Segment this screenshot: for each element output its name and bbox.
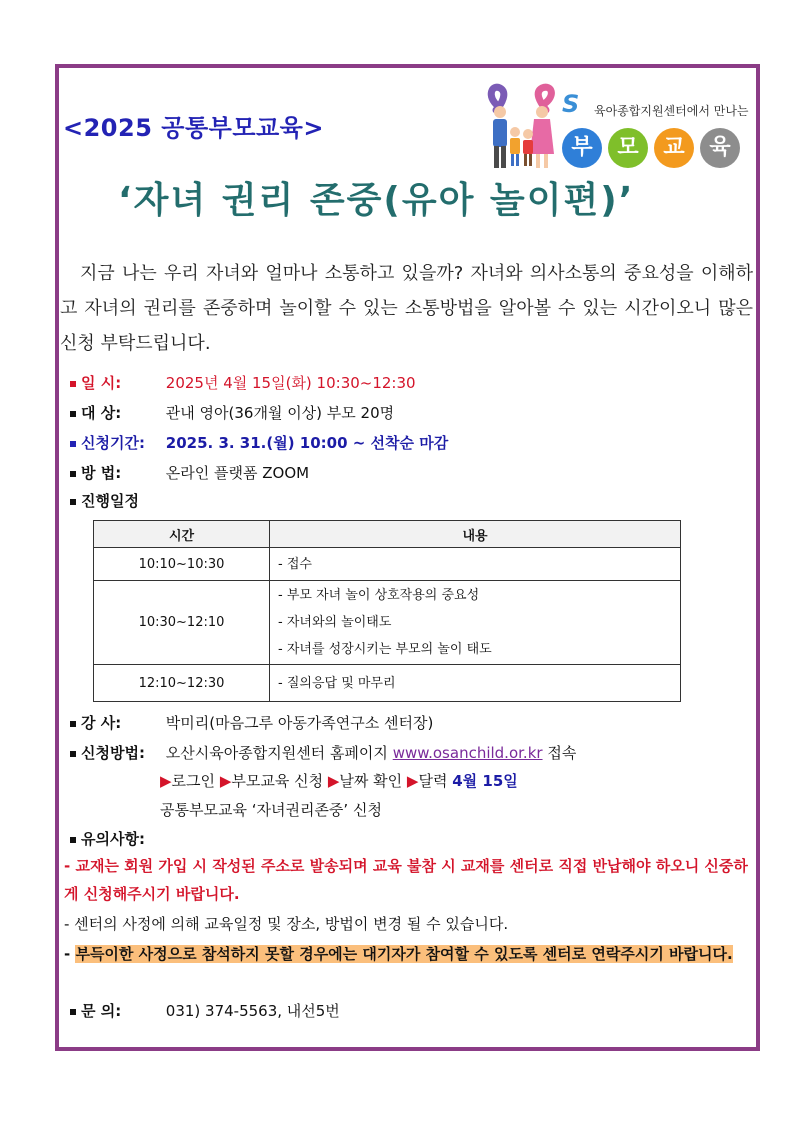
step-date: 4월 15일: [452, 772, 518, 790]
bullet-icon: [70, 411, 76, 417]
table-row: [94, 548, 681, 581]
logo-syllable-3: 교: [654, 128, 694, 168]
step-date-check: 날짜 확인: [339, 772, 403, 790]
apply-label: 신청방법:: [81, 744, 145, 762]
info-contact: [70, 1000, 340, 1021]
bullet-icon: [70, 441, 76, 447]
bullet-icon: [70, 721, 76, 727]
notes-label: 유의사항:: [81, 830, 145, 848]
bullet-icon: [70, 751, 76, 757]
arrow-right-icon: ▶: [219, 772, 232, 790]
date-label: 일 시:: [81, 374, 122, 392]
apply-final-line: 공통부모교육 ‘자녀권리존중’ 신청: [160, 801, 382, 819]
step-login: 로그인: [171, 772, 216, 790]
website-link[interactable]: www.osanchild.or.kr: [392, 744, 543, 762]
table-header-row: [94, 521, 681, 548]
table-cell-time: 12:10~12:30: [94, 665, 270, 702]
step-apply: 부모교육 신청: [231, 772, 324, 790]
logo-syllable-2: 모: [608, 128, 648, 168]
schedule-label: 진행일정: [81, 492, 139, 510]
period-label: 신청기간:: [81, 434, 145, 452]
content-item: - 자녀와의 놀이태도: [278, 615, 392, 630]
apply-steps: [160, 770, 518, 791]
bullet-icon: [70, 837, 76, 843]
note-3-prefix: -: [64, 945, 76, 963]
content-item: - 자녀를 성장시키는 부모의 놀이 태도: [278, 642, 492, 657]
date-value: 2025년 4월 15일(화) 10:30~12:30: [165, 374, 416, 392]
content-item: - 접수: [278, 556, 312, 572]
note-1: - 교재는 회원 가입 시 작성된 주소로 발송되며 교육 불참 시 교재를 센터로 직접 반납해야 하오니 신중하게 신청해주시기 바랍니다.: [64, 857, 748, 903]
method-value: 온라인 플랫폼 ZOOM: [165, 464, 310, 482]
bullet-icon: [70, 471, 76, 477]
contact-label: 문 의:: [81, 1002, 122, 1020]
intro-paragraph: [60, 256, 753, 361]
bullet-icon: [70, 1009, 76, 1015]
note-3: [64, 940, 754, 968]
lecturer-value: 박미리(마음그루 아동가족연구소 센터장): [165, 714, 434, 732]
table-cell-time: 10:30~12:10: [94, 581, 270, 665]
info-method: [70, 462, 309, 483]
apply-text-after: 접속: [547, 744, 577, 762]
arrow-right-icon: ▶: [160, 772, 172, 790]
family-illustration-icon: [482, 82, 562, 174]
page-title: ‘자녀 권리 존중(유아 놀이편)’: [118, 180, 635, 221]
schedule-table: [93, 520, 681, 702]
method-label: 방 법:: [81, 464, 122, 482]
note-3-highlight: 부득이한 사정으로 참석하지 못할 경우에는 대기자가 참여할 수 있도록 센터로 연락주시기 바랍니다.: [75, 945, 733, 963]
logo-caption: 육아종합지원센터에서 만나는: [594, 104, 749, 118]
step-calendar: 달력: [418, 772, 448, 790]
content-item: - 질의응답 및 마무리: [278, 675, 396, 691]
arrow-right-icon: ▶: [406, 772, 419, 790]
content-item: - 부모 자녀 놀이 상호작용의 중요성: [278, 588, 480, 603]
info-notes: [70, 828, 145, 849]
period-value: 2025. 3. 31.(월) 10:00 ~ 선착순 마감: [165, 434, 449, 452]
logo-syllable-4: 육: [700, 128, 740, 168]
bullet-icon: [70, 499, 76, 505]
arrow-right-icon: ▶: [327, 772, 340, 790]
target-label: 대 상:: [81, 404, 122, 422]
info-schedule: [70, 490, 139, 511]
note-2: - 센터의 사정에 의해 교육일정 및 장소, 방법이 변경 될 수 있습니다.: [64, 915, 509, 933]
info-date: [70, 372, 416, 393]
table-cell-time: 10:10~10:30: [94, 548, 270, 581]
table-header-content: 내용: [270, 521, 681, 548]
lecturer-label: 강 사:: [81, 714, 122, 732]
table-row: [94, 581, 681, 665]
logo-syllable-1: 부: [562, 128, 602, 168]
info-lecturer: [70, 712, 433, 733]
contact-value: 031) 374-5563, 내선5번: [165, 1002, 340, 1020]
table-cell-content: [270, 548, 681, 581]
info-apply: [70, 742, 576, 763]
info-period: [70, 432, 448, 453]
target-value: 관내 영아(36개월 이상) 부모 20명: [165, 404, 395, 422]
info-target: [70, 402, 394, 423]
table-row: [94, 665, 681, 702]
intro-text: 지금 나는 우리 자녀와 얼마나 소통하고 있을까? 자녀와 의사소통의 중요성을 이해하고 자녀의 권리를 존중하며 놀이할 수 있는 소통방법을 알아볼 수 있는 시간이오니 많은 신청 부탁드립니다.: [60, 263, 753, 354]
logo-s-mark: S: [562, 90, 580, 118]
bullet-icon: [70, 381, 76, 387]
apply-text: 오산시육아종합지원센터 홈페이지: [165, 744, 388, 762]
table-header-time: 시간: [94, 521, 270, 548]
table-cell-content: [270, 665, 681, 702]
program-heading: <2025 공통부모교육>: [63, 114, 324, 142]
logo: [482, 82, 749, 174]
table-cell-content: [270, 581, 681, 665]
